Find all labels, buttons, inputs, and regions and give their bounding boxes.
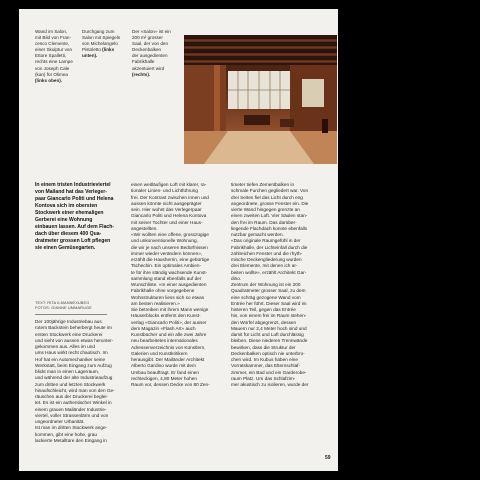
caption-position-tag: (links oben).	[35, 77, 63, 83]
article-column-3: timeter tiefen Zementbalken in schmale Furchen gegliedert war. Von drei Seiten fiel das Licht durch eng angeordnete, grosse Fenster ein. Die vierte Wand hingegen grenzte an einen zweiten Loft. Vier Säulen stan- den frei im Raum. Das darüber- liegende Flachdach konnte ebenfalls nutzbar gemacht werden. «Das originale Raumgefühl in der Fabrikhalle, der Lichteinfall durch die zahlreichen Fenster und die rhyth- mische Deckengliederung wurden drei Elemente, mit denen ich ar- beiten wollte», erzählt Architekt Gar- dino. Zentrum der Wohnung ist ein 200 Quadratmeter grosser Saal, zu dem eine schräg gezogene Wand vom Entrée her führt. Dieser Saal wird im hinteren Teil, gegen das Entrée hin, von einem frei im Raum stehen- den Würfel abgegrenzt, dessen Mauern nur 2,4 Meter hoch sind und damit für Licht und Luft durchlässig bleiben. Diese niederen Trennwände bewirken, dass die Struktur der Deckenbalken optisch nie unterbro- chen wird. Im Kubus haben eine Vorratskammer, das Elternschlaf- zimmer, ein Bad und ein Garderobe- raum Platz. Um das Schlafzim- mer akustisch zu isolieren, wurde der	[231, 182, 309, 387]
page-number: 59	[325, 455, 331, 461]
article-column-2: einen weitläufigen Loft mit klarer, ra- tionaler Linien- und Lichtführung frei. Der Kontrast zwischen innen und aussen könnte nicht ausgeprägter sein. Hier wohnt das Verlegerpaar Giancarlo Politi und Helena Kontova mit seiner Tochter und einer Haus- angestellten. «Wir wollten eine offene, grosszügige und unkonventionelle Wohnung, die wir je nach unseren Bedürfnissen immer wieder verändern können», erzählt die Hausherrin, eine gebürtige Tschechin. Ein optimales Ambien- te für ihre ständig wachsende Kunst- sammlung stand ebenfalls auf der Wunschliste. «In einer ausgedienten Fabrikhalle ohne vorgegebene Wohnstrukturen liess sich so etwas am besten realisieren.» Sie betreiben mit ihrem Mann wenige Häuserblocks entfernt den Kunst- verlag «Giancarlo Politi», der ausser dem Magazin «Flash Art» auch Kunstbücher und ein alle zwei Jahre neu bearbeitetes internationales Adressenverzeichnis von Künstlern, Galerien und Kunstkritikern herausgibt. Der Mailänder Architekt Alberto Gardino wurde mit dem Umbau beauftragt. Er fand einen rechteckigen, 4,80 Meter hohen Raum vor, dessen Decke von 80 Zen-	[131, 182, 210, 387]
caption-text: Wand im Salon, mit Bild von Fran- cesco Clemente, einer Skulptur von Ettore Spalletti, rechts eine Lampe von Joseph Cale (kan) für Olimea	[35, 29, 73, 77]
article-credits: TEXT: RITA ILMANNEXUBEG FOTOS: GIANNE UMMARUGE	[35, 300, 92, 311]
article-column-1: Der 100jährige Industriebau aus rotem Backstein beherbergt heute im ersten Stockwerk eine Druckerei und sieht von aussen etwas herunter- gekommen aus. Alles im und ums Haus wirkt recht chaotisch. Im Hof hat ein Automechaniker seine Werkstatt, beim Eingang zum Aufzug blickt man in einen Lagerraum, und während der alte Industrieaufzug zum dritten und letzten Stockwerk hinaufschleicht, wird man von den Ge- räuschen aus der Druckerei beglei- tet. Es ist ein authentischer Winkel in einem grauen Mailänder Industrie- viertel, voller Strassenlärm und von ungeordneter Urbanität. Ist man im dritten Stockwerk ange- kommen, gibt eine hohe, grau lackierte Metalltüre den Eingang in	[35, 319, 115, 443]
caption-position-tag: (rechts).	[132, 71, 151, 77]
caption-bottom-left	[82, 29, 120, 59]
caption-top-left	[35, 29, 73, 84]
caption-right	[132, 29, 171, 78]
loft-salon-photo	[184, 35, 337, 164]
caption-text: Der «Salon» ist ein 200 m² grosser Saal, der von den Deckenbalken der ausgedienten Fabrikhalle akzentuiert wird	[132, 29, 171, 71]
caption-position-tag: (links unten).	[82, 47, 115, 59]
loft-interior-illustration	[184, 35, 337, 164]
credits-divider	[35, 314, 107, 315]
magazine-page	[19, 9, 338, 471]
article-lead: In einem tristen Industrieviertel von Mailand hat das Verleger- paar Giancarlo Politi und Helena Kontova sich im obersten Stockwerk einer ehemaligen Gerberei eine Wohnung einbauen lassen. Auf dem Flach- dach über diesem 400 Qua- dratmeter grossen Loft pflegen sie einen Gemüsegarten.	[35, 182, 115, 251]
caption-text: Durchgang zum Salon mit Spiegeln von Michelangelo Pistoletto	[82, 29, 121, 53]
